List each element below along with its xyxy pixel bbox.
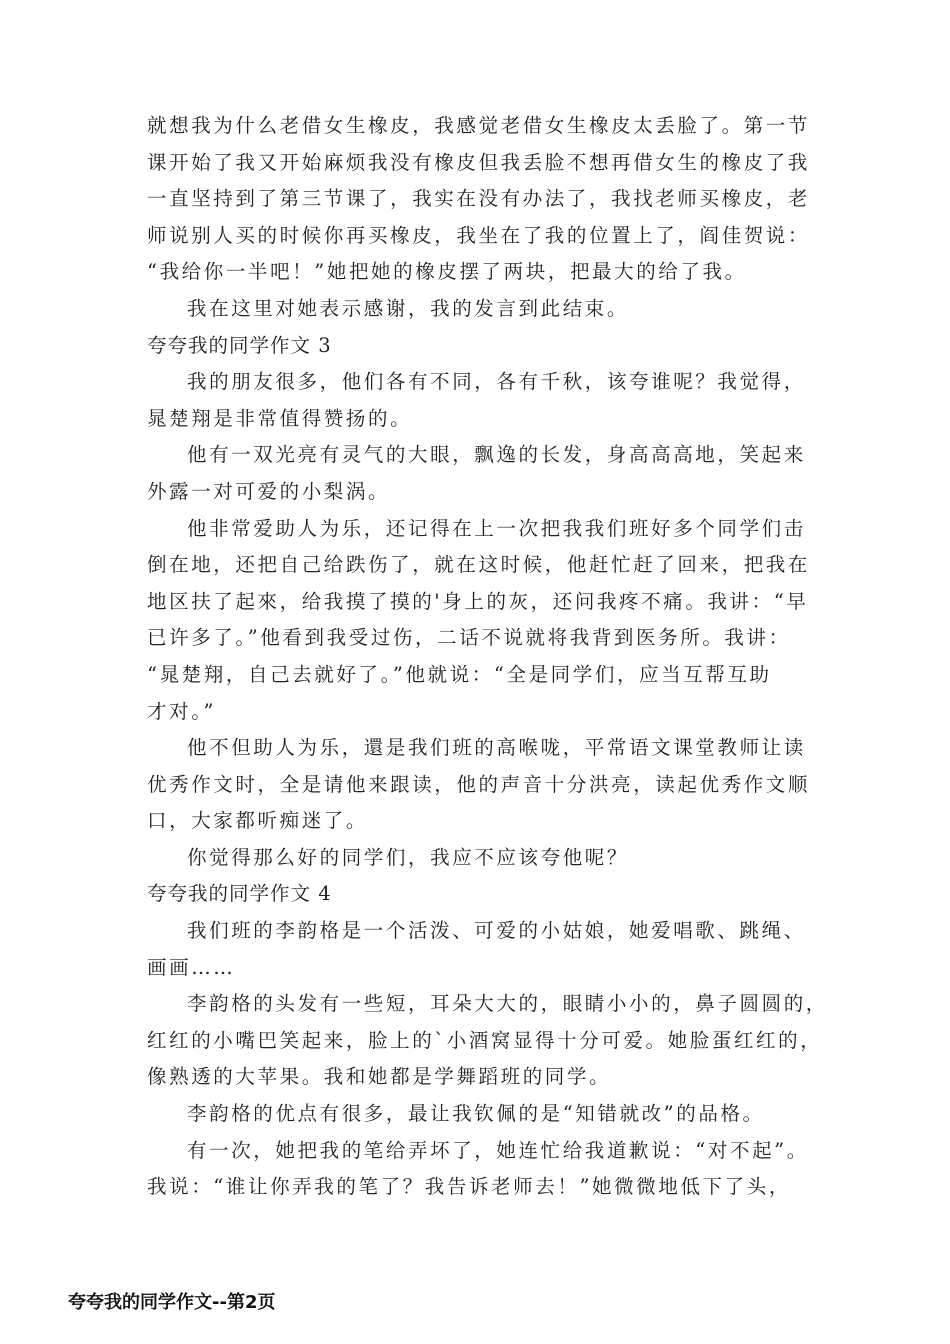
- text-line: 师说别人买的时候你再买橡皮，我坐在了我的位置上了，阎佳贺说：: [147, 223, 811, 247]
- text-line: 优秀作文时，全是请他来跟读，他的声音十分洪亮，读起优秀作文顺: [147, 772, 811, 796]
- text-line: 地区扶了起來，给我摸了摸的'身上的灰，还问我疼不痛。我讲：“早: [147, 589, 809, 613]
- text-line: 我的朋友很多，他们各有不同，各有千秋，该夸谁呢？我觉得，: [187, 370, 806, 394]
- text-line: 像熟透的大苹果。我和她都是学舞蹈班的同学。: [147, 1065, 612, 1089]
- text-line: 你觉得那么好的同学们，我应不应该夸他呢？: [187, 845, 630, 869]
- text-line: 一直坚持到了第三节课了，我实在没有办法了，我找老师买橡皮，老: [147, 187, 811, 211]
- text-line: 晁楚翔是非常值得赞扬的。: [147, 406, 413, 430]
- text-line: 才对。”: [147, 699, 217, 723]
- text-line: 他有一双光亮有灵气的大眼，飘逸的长发，身高高高地，笑起来: [187, 443, 806, 467]
- text-line: 红红的小嘴巴笑起来，脸上的`小酒窝显得十分可爱。她脸蛋红红的，: [147, 1028, 823, 1052]
- text-line: 我在这里对她表示感谢，我的发言到此结束。: [187, 296, 630, 320]
- text-line: 已许多了。”他看到我受过伤，二话不说就将我背到医务所。我讲：: [147, 626, 791, 650]
- text-line: 他不但助人为乐，還是我们班的高喉咙，平常语文课堂教师让读: [187, 736, 806, 760]
- text-line: “晁楚翔，自己去就好了。”他就说：“全是同学们，应当互帮互助: [147, 662, 772, 686]
- text-line: 李韵格的头发有一些短，耳朵大大的，眼睛小小的，鼻子圆圆的，: [187, 992, 828, 1016]
- text-line: 课开始了我又开始麻烦我没有橡皮但我丢脸不想再借女生的橡皮了我: [147, 150, 811, 174]
- document-body: [147, 108, 828, 1206]
- text-line: 口，大家都听痴迷了。: [147, 809, 369, 833]
- text-line: 他非常爱助人为乐，还记得在上一次把我我们班好多个同学们击: [187, 516, 806, 540]
- text-line: 我说：“谁让你弄我的笔了？我告诉老师去！”她微微地低下了头，: [147, 1175, 791, 1199]
- text-line: 倒在地，还把自己给跌伤了，就在这时候，他赶忙赶了回来，把我在: [147, 553, 811, 577]
- page-footer: 夸夸我的同学作文--第2页: [68, 1292, 276, 1313]
- text-line: 就想我为什么老借女生橡皮，我感觉老借女生橡皮太丢脸了。第一节: [147, 114, 811, 137]
- text-line: 外露一对可爱的小梨涡。: [147, 479, 391, 503]
- text-line: 李韵格的优点有很多，最让我钦佩的是“知错就改”的品格。: [187, 1102, 765, 1126]
- text-line: 有一次，她把我的笔给弄坏了，她连忙给我道歉说：“对不起”。: [187, 1138, 809, 1162]
- text-line: “我给你一半吧！”她把她的橡皮摆了两块，把最大的给了我。: [147, 260, 747, 284]
- text-line: 画画……: [147, 955, 236, 979]
- section-heading: 夸夸我的同学作文 3: [147, 333, 332, 357]
- text-line: 我们班的李韵格是一个活泼、可爱的小姑娘，她爱唱歌、跳绳、: [187, 919, 806, 943]
- section-heading: 夸夸我的同学作文 4: [147, 882, 332, 906]
